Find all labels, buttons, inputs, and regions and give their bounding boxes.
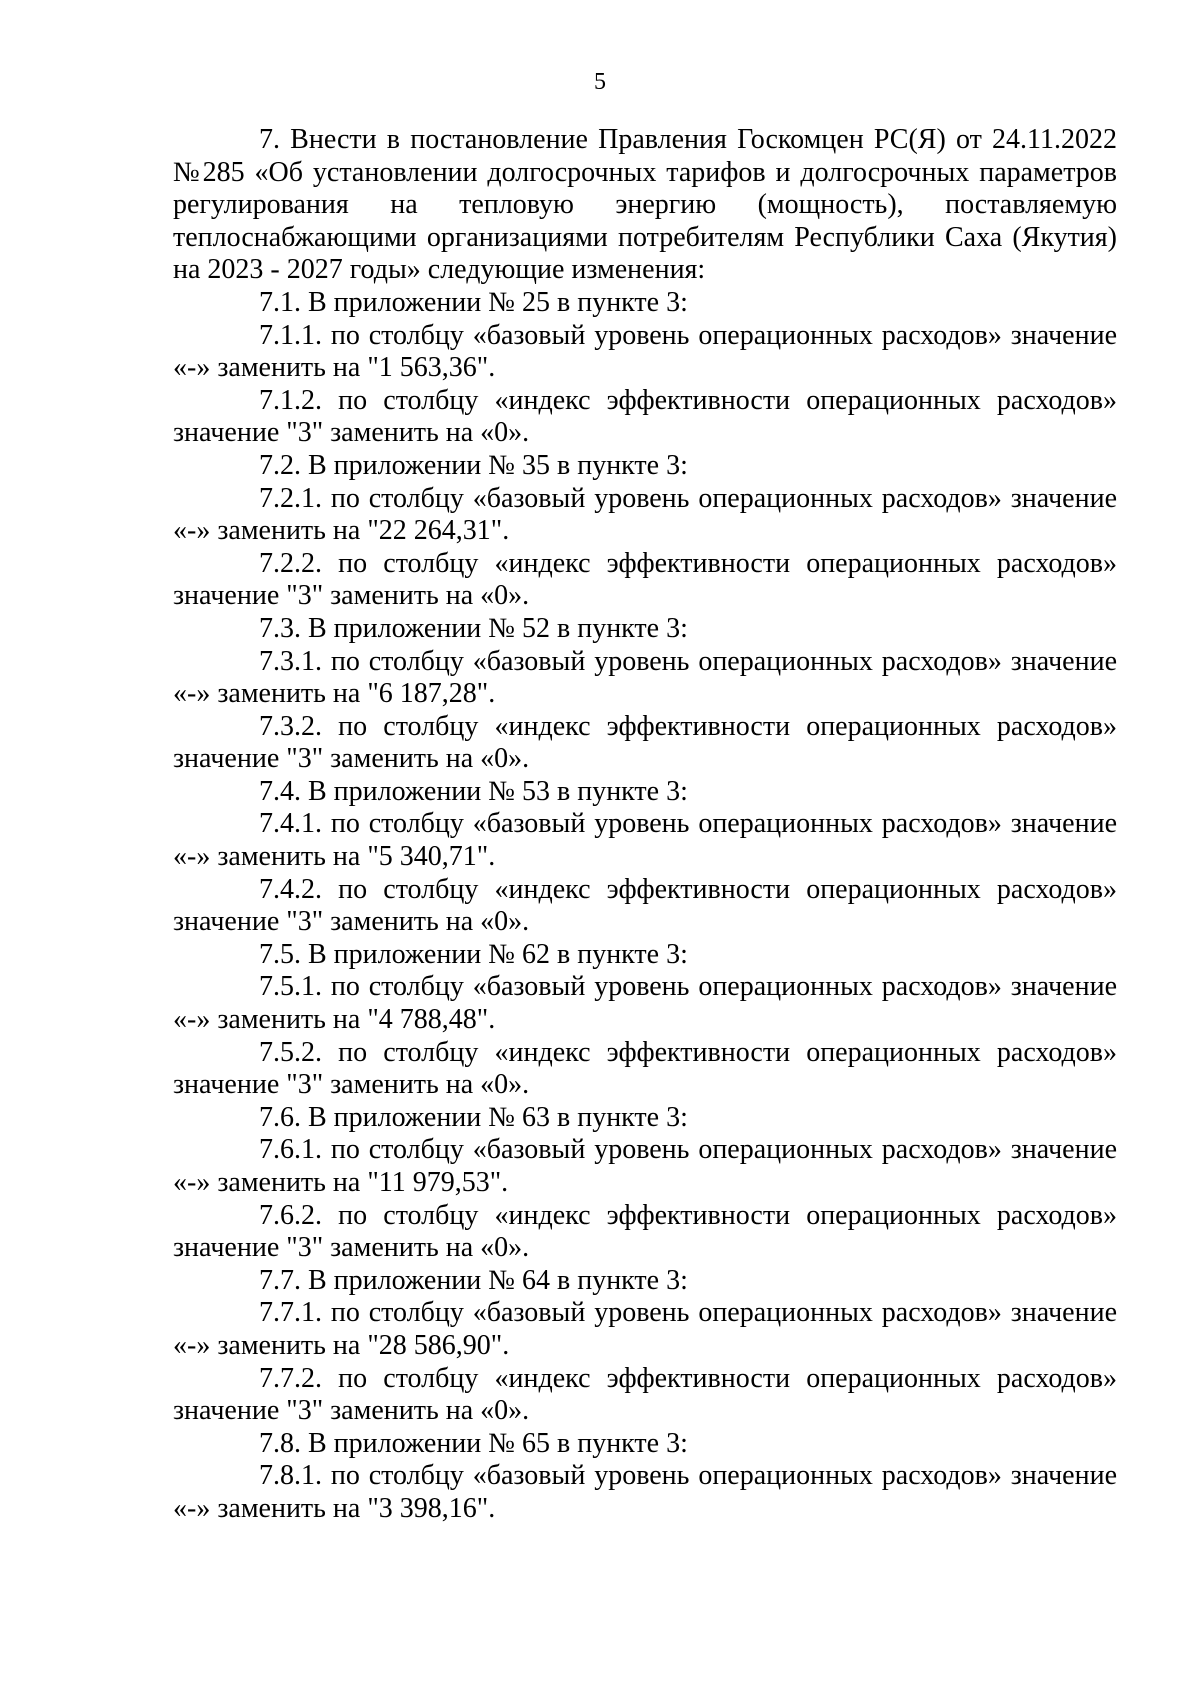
page-number: 5 bbox=[594, 69, 606, 95]
paragraph-7-5: 7.5. В приложении № 62 в пункте 3: bbox=[259, 938, 688, 970]
paragraph-7-4-1: 7.4.1. по столбцу «базовый уровень операционных расходов» значение «-» заменить на "5 340,71". bbox=[173, 808, 1117, 873]
paragraph-7-4-2: 7.4.2. по столбцу «индекс эффективности операционных расходов» значение "3" заменить на «0». bbox=[173, 873, 1117, 938]
paragraph-7-6: 7.6. В приложении № 63 в пункте 3: bbox=[259, 1101, 688, 1133]
paragraph-7-2: 7.2. В приложении № 35 в пункте 3: bbox=[259, 449, 688, 481]
paragraph-7-1: 7.1. В приложении № 25 в пункте 3: bbox=[259, 286, 688, 318]
paragraph-7-3-2: 7.3.2. по столбцу «индекс эффективности операционных расходов» значение "3" заменить на «0». bbox=[173, 710, 1117, 775]
paragraph-7-5-1: 7.5.1. по столбцу «базовый уровень операционных расходов» значение «-» заменить на "4 788,48". bbox=[173, 971, 1117, 1036]
paragraph-7-8-1: 7.8.1. по столбцу «базовый уровень операционных расходов» значение «-» заменить на "3 398,16". bbox=[173, 1460, 1117, 1524]
paragraph-7-7-2: 7.7.2. по столбцу «индекс эффективности операционных расходов» значение "3" заменить на «0». bbox=[173, 1362, 1117, 1427]
paragraph-7-3-1: 7.3.1. по столбцу «базовый уровень операционных расходов» значение «-» заменить на "6 187,28". bbox=[173, 645, 1117, 710]
paragraph-7-intro: 7. Внести в постановление Правления Госкомцен РС(Я) от 24.11.2022 №285 «Об установлении долгосрочных тарифов и долгосрочных параметров регулирования на тепловую энергию (мощность), поставляемую теплоснабжающими организациями потребителям Республики Саха (Якутия) на 2023 - 2027 годы» следующие изменения: bbox=[173, 124, 1117, 286]
paragraph-7-7: 7.7. В приложении № 64 в пункте 3: bbox=[259, 1264, 688, 1296]
paragraph-7-5-2: 7.5.2. по столбцу «индекс эффективности операционных расходов» значение "3" заменить на «0». bbox=[173, 1036, 1117, 1101]
paragraph-7-2-2: 7.2.2. по столбцу «индекс эффективности операционных расходов» значение "3" заменить на «0». bbox=[173, 547, 1117, 612]
document-body bbox=[173, 124, 1117, 1526]
paragraph-7-3: 7.3. В приложении № 52 в пункте 3: bbox=[259, 612, 688, 644]
paragraph-7-6-1: 7.6.1. по столбцу «базовый уровень операционных расходов» значение «-» заменить на "11 979,53". bbox=[173, 1134, 1117, 1198]
paragraph-7-2-1: 7.2.1. по столбцу «базовый уровень операционных расходов» значение «-» заменить на "22 264,31". bbox=[173, 482, 1117, 547]
paragraph-7-8: 7.8. В приложении № 65 в пункте 3: bbox=[259, 1427, 688, 1459]
paragraph-7-1-2: 7.1.2. по столбцу «индекс эффективности операционных расходов» значение "3" заменить на «0». bbox=[173, 384, 1117, 449]
paragraph-7-7-1: 7.7.1. по столбцу «базовый уровень операционных расходов» значение «-» заменить на "28 586,90". bbox=[173, 1297, 1117, 1361]
paragraph-7-6-2: 7.6.2. по столбцу «индекс эффективности операционных расходов» значение "3" заменить на «0». bbox=[173, 1199, 1117, 1264]
paragraph-7-4: 7.4. В приложении № 53 в пункте 3: bbox=[259, 775, 688, 807]
paragraph-7-1-1: 7.1.1. по столбцу «базовый уровень операционных расходов» значение «-» заменить на "1 563,36". bbox=[173, 319, 1117, 384]
